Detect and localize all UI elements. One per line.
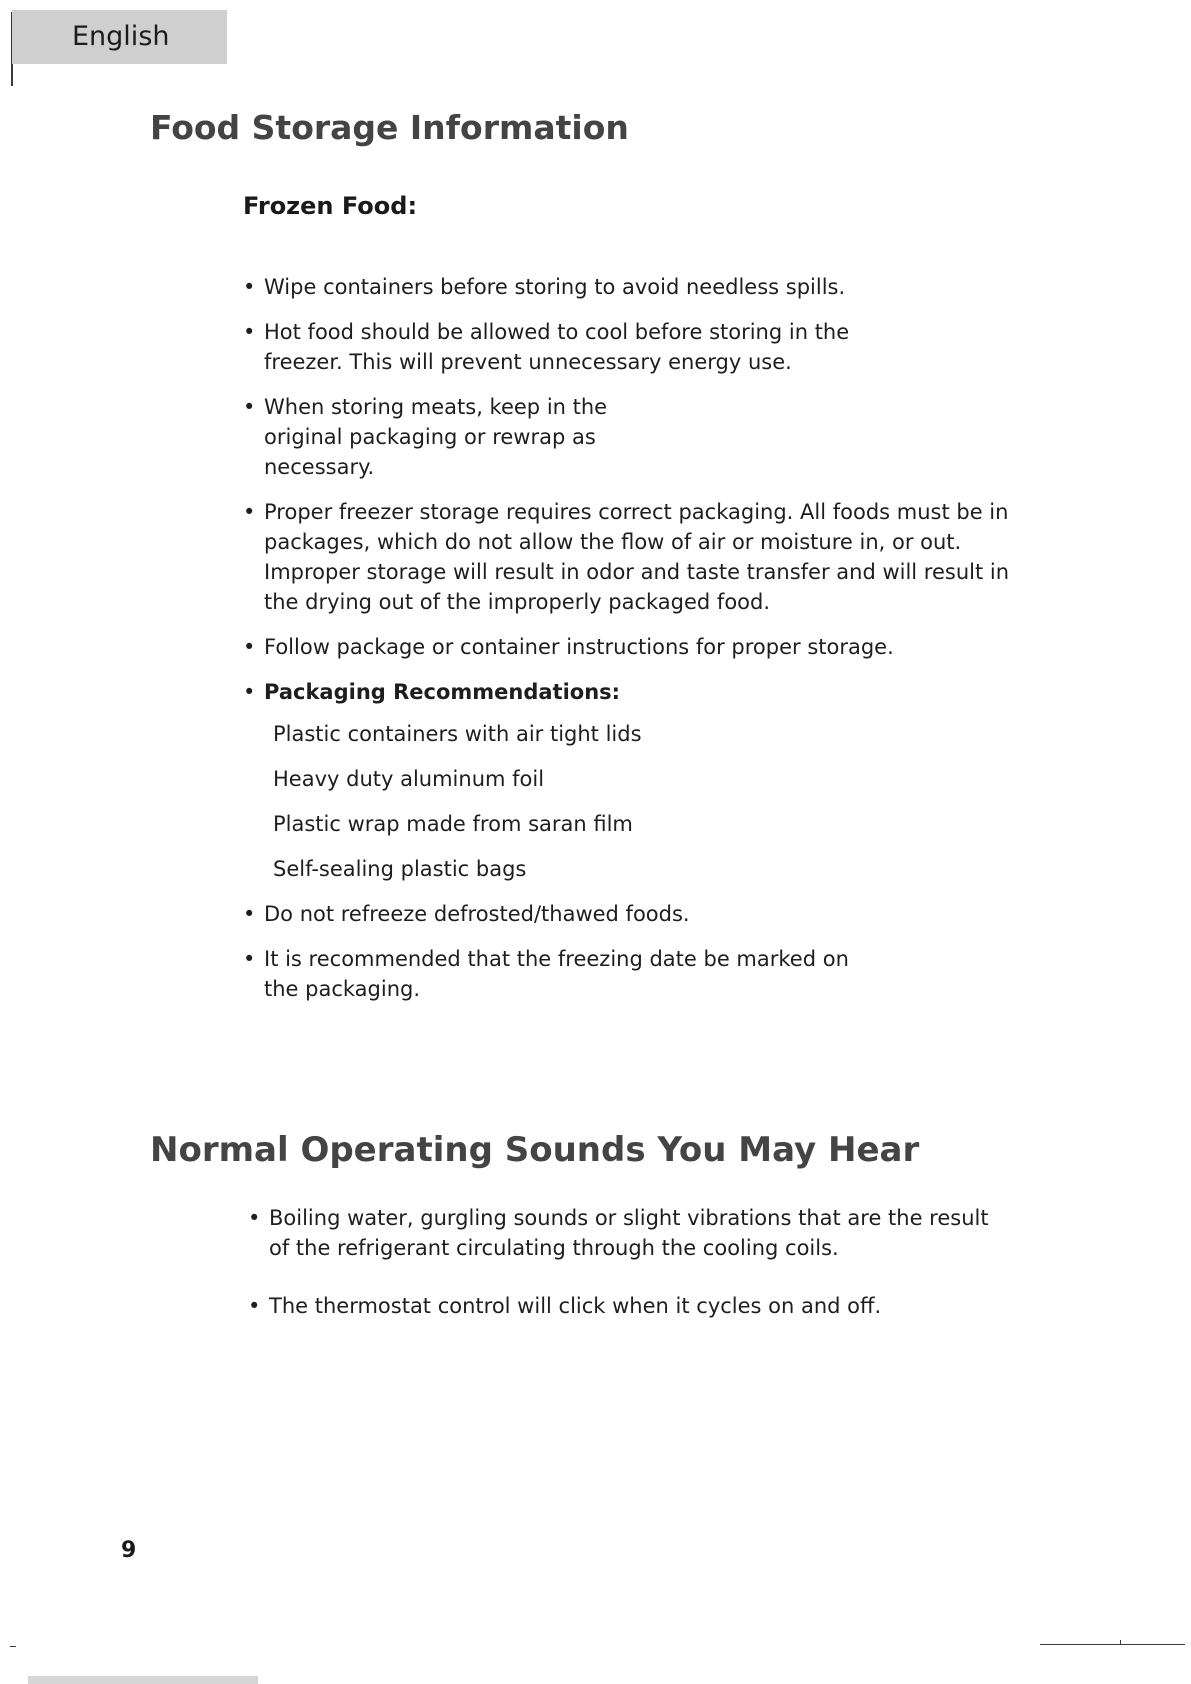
list-item: • Wipe containers before storing to avoid needless spills. [243, 272, 1033, 302]
packaging-list [273, 719, 1033, 884]
packaging-recommendations [243, 677, 1033, 884]
page-number: 9 [121, 1538, 137, 1563]
footer-mark-left [10, 1646, 16, 1647]
list-item: • Do not refreeze defrosted/thawed foods. [243, 899, 1033, 929]
packaging-heading: Packaging Recommendations: [264, 680, 621, 704]
list-item [243, 317, 904, 377]
language-tab [12, 10, 227, 64]
footer-tick [1120, 1640, 1121, 1645]
food-storage-title: Food Storage Information [150, 108, 629, 147]
operating-sounds-list [248, 1203, 1008, 1349]
list-item: • The thermostat control will click when it cycles on and off. [248, 1291, 1008, 1321]
bottom-edge-bar [28, 1676, 258, 1684]
list-item: • Follow package or container instructions for proper storage. [243, 632, 1033, 662]
frozen-food-list [243, 272, 1033, 1019]
list-item: • Boiling water, gurgling sounds or slight vibrations that are the result of the refrigerant circulating through the cooling coils. [248, 1203, 1008, 1263]
operating-sounds-title: Normal Operating Sounds You May Hear [150, 1130, 920, 1170]
packaging-item: Plastic containers with air tight lids [273, 722, 642, 746]
list-item-text: Hot food should be allowed to cool before storing in the freezer. This will prevent unnecessary energy use. [264, 320, 850, 374]
list-item: • Proper freezer storage requires correct packaging. All foods must be in packages, which do not allow the flow of air or moisture in, or out. Improper storage will result in odor and taste transfer and will result in the drying out of the improperly packaged food. [243, 497, 1033, 617]
footer-rule-right [1040, 1644, 1185, 1645]
list-item-text: When storing meats, keep in the original packaging or rewrap as necessary. [264, 395, 608, 479]
frozen-food-subheading: Frozen Food: [243, 192, 418, 220]
packaging-item: Heavy duty aluminum foil [273, 767, 545, 791]
list-item [243, 392, 684, 482]
list-item [243, 944, 884, 1004]
language-tab-label: English [72, 21, 170, 52]
packaging-item: Self-sealing plastic bags [273, 857, 527, 881]
list-item-text: It is recommended that the freezing date be marked on the packaging. [264, 947, 849, 1001]
packaging-item: Plastic wrap made from saran film [273, 812, 633, 836]
